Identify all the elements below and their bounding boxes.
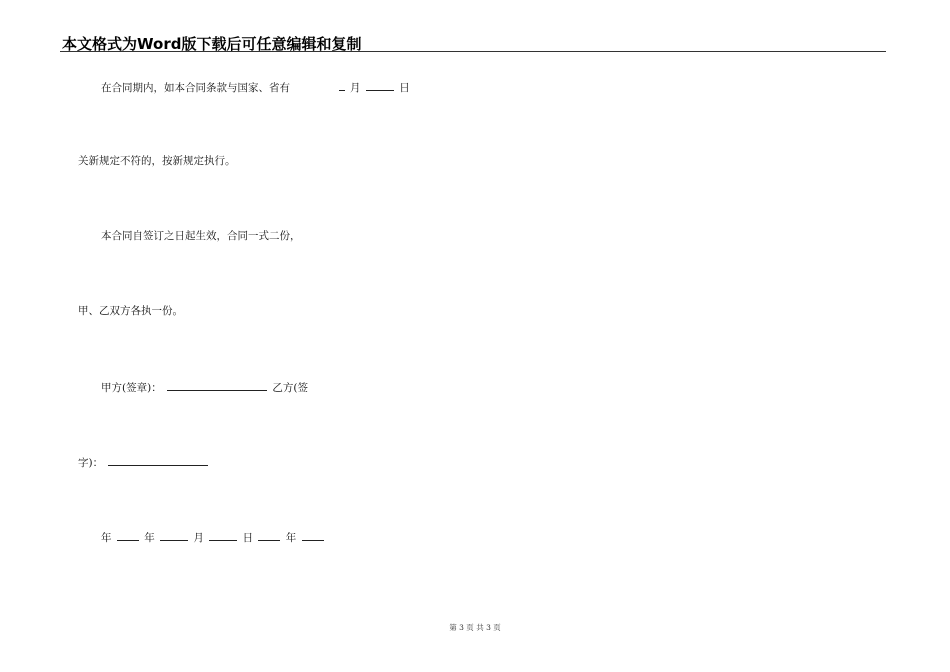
party-a-signature-blank — [167, 379, 267, 391]
blank-line — [366, 79, 394, 91]
paragraph-line-4: 甲、乙双方各执一份。 — [78, 305, 183, 317]
line-1-day: 日 — [399, 82, 410, 94]
party-a-label: 甲方(签章)： — [101, 382, 162, 394]
date-word-2: 年 — [144, 532, 155, 544]
date-word-1: 年 — [101, 532, 112, 544]
date-word-4: 日 — [242, 532, 254, 544]
party-b-label: 乙方(签 — [272, 382, 308, 394]
blank-line — [117, 529, 139, 541]
blank-line — [160, 529, 188, 541]
blank-line — [258, 529, 280, 541]
line-1-month: 月 — [350, 82, 361, 94]
date-word-5: 年 — [285, 532, 297, 544]
party-b-signature-blank — [108, 454, 208, 466]
date-word-3: 月 — [193, 532, 204, 544]
blank-line — [302, 529, 324, 541]
paragraph-line-1 — [101, 79, 410, 95]
date-line — [101, 529, 326, 545]
header-rule — [60, 51, 886, 52]
document-header-title: 本文格式为Word版下载后可任意编辑和复制 — [62, 35, 362, 53]
page-number-footer: 第 3 页 共 3 页 — [449, 623, 501, 632]
blank-line — [209, 529, 237, 541]
line-1-text: 在合同期内，如本合同条款与国家、省有 — [101, 82, 290, 94]
paragraph-line-2: 关新规定不符的，按新规定执行。 — [78, 155, 236, 167]
signature-line-party-b — [78, 454, 210, 470]
signature-line-party-a — [101, 379, 308, 395]
party-b-label-cont: 字)： — [78, 457, 104, 469]
blank-line — [339, 79, 345, 91]
paragraph-line-3: 本合同自签订之日起生效，合同一式二份， — [101, 230, 301, 242]
